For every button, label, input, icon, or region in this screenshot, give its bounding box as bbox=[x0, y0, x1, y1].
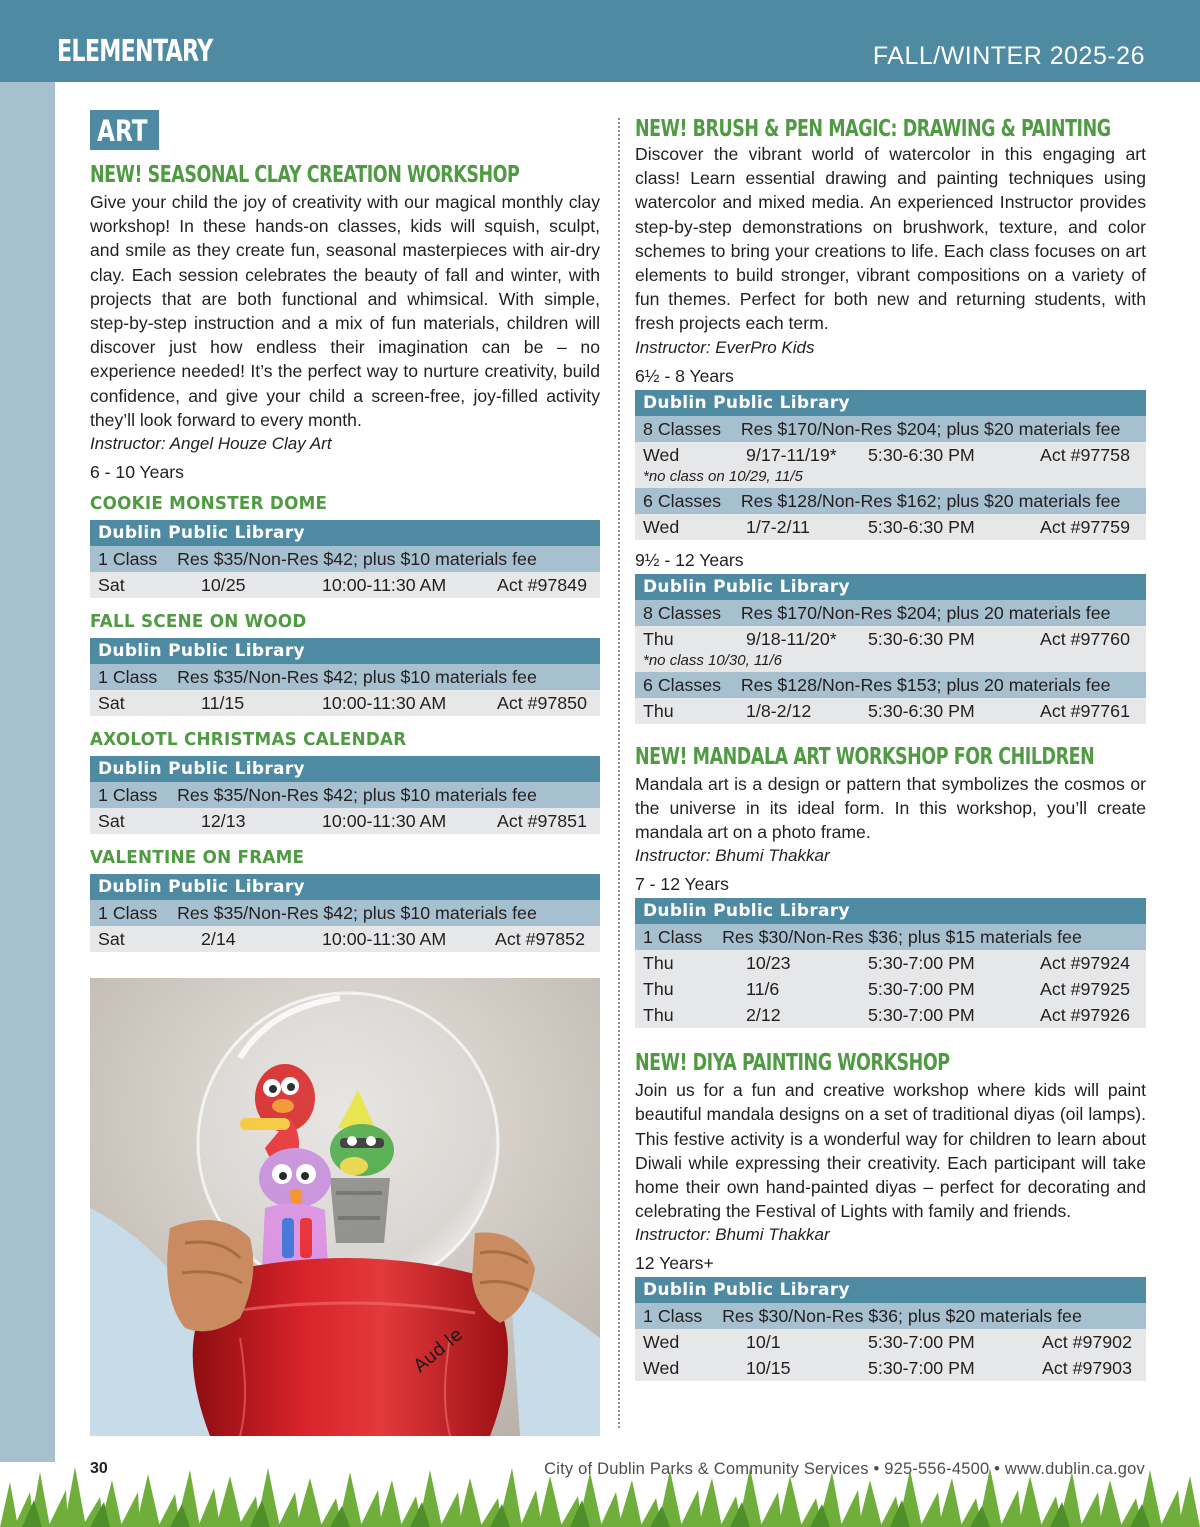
location-header: Dublin Public Library bbox=[90, 756, 600, 782]
schedule-row: Thu 9/18-11/20* 5:30-6:30 PM Act #97760 bbox=[635, 626, 1146, 652]
activity-number: Act #97851 bbox=[497, 811, 587, 832]
location-header: Dublin Public Library bbox=[635, 1277, 1146, 1303]
price-row: 6 Classes Res $128/Non-Res $153; plus 20 materials fee bbox=[635, 672, 1146, 698]
brush-table bbox=[635, 390, 1146, 540]
brush-table bbox=[635, 574, 1146, 724]
mandala-age: 7 - 12 Years bbox=[635, 874, 729, 895]
right-column bbox=[635, 110, 1146, 1381]
session-title: FALL SCENE ON WOOD bbox=[90, 611, 307, 633]
price-row: 1 Class Res $35/Non-Res $42; plus $10 materials fee bbox=[90, 546, 600, 572]
schedule-row: Thu 10/23 5:30-7:00 PM Act #97924 bbox=[635, 950, 1146, 976]
activity-number: Act #97924 bbox=[1040, 953, 1130, 974]
diya-description: Join us for a fun and creative workshop where kids will paint beautiful mandala designs on a set of traditional diyas (oil lamps). This festive activity is a wonderful way for children to learn about Diwali while expressing their creativity. Each participant will take home their own hand-painted diyas – perfect for decorating and celebrating the Festival of Lights with family and friends. bbox=[635, 1080, 1146, 1222]
left-column bbox=[90, 110, 600, 952]
schedule-row: Thu 11/6 5:30-7:00 PM Act #97925 bbox=[635, 976, 1146, 1002]
section-label: ELEMENTARY bbox=[57, 34, 213, 69]
page-number: 30 bbox=[90, 1460, 108, 1477]
location-header: Dublin Public Library bbox=[635, 574, 1146, 600]
location-header: Dublin Public Library bbox=[90, 638, 600, 664]
session-title: COOKIE MONSTER DOME bbox=[90, 493, 328, 515]
schedule-row: Wed 1/7-2/11 5:30-6:30 PM Act #97759 bbox=[635, 514, 1146, 540]
diya-age: 12 Years+ bbox=[635, 1253, 714, 1274]
clay-age: 6 - 10 Years bbox=[90, 462, 184, 483]
activity-number: Act #97849 bbox=[497, 575, 587, 596]
brush-instructor: Instructor: EverPro Kids bbox=[635, 337, 815, 357]
mandala-instructor: Instructor: Bhumi Thakkar bbox=[635, 846, 830, 866]
session-title: AXOLOTL CHRISTMAS CALENDAR bbox=[90, 729, 407, 751]
schedule-row: Wed 10/15 5:30-7:00 PM Act #97903 bbox=[635, 1355, 1146, 1381]
footer-contact: City of Dublin Parks & Community Services • 925-556-4500 • www.dublin.ca.gov bbox=[544, 1460, 1145, 1478]
price-row: 8 Classes Res $170/Non-Res $204; plus $20 materials fee bbox=[635, 416, 1146, 442]
session-table bbox=[90, 520, 600, 598]
activity-number: Act #97759 bbox=[1040, 516, 1130, 537]
schedule-row: Sat 12/13 10:00-11:30 AM Act #97851 bbox=[90, 808, 600, 834]
clay-description: Give your child the joy of creativity with our magical monthly clay workshop! In these hands-on classes, kids will squish, sculpt, and smile as they create fun, seasonal masterpieces with air-dry clay. Each session celebrates the beauty of fall and winter, with projects that are both functional and whimsical. With simple, step-by-step instruction and a mix of fun materials, children will discover just how endless their imagination can be – no experience needed! It’s the perfect way to nurture creativity, build confidence, and give your child a screen-free, joy-filled activity they’ll look forward to every month. bbox=[90, 192, 600, 430]
location-header: Dublin Public Library bbox=[90, 874, 600, 900]
schedule-row: Thu 2/12 5:30-7:00 PM Act #97926 bbox=[635, 1002, 1146, 1028]
schedule-row: Wed 10/1 5:30-7:00 PM Act #97902 bbox=[635, 1329, 1146, 1355]
brush-age-group: 9½ - 12 Years bbox=[635, 549, 744, 570]
clay-title: NEW! SEASONAL CLAY CREATION WORKSHOP bbox=[90, 162, 520, 188]
activity-number: Act #97926 bbox=[1040, 1005, 1130, 1026]
price-row: 1 Class Res $35/Non-Res $42; plus $10 materials fee bbox=[90, 900, 600, 926]
location-header: Dublin Public Library bbox=[635, 390, 1146, 416]
mandala-description: Mandala art is a design or pattern that symbolizes the cosmos or the universe in its ideal form. In this workshop, you’ll create mandala art on a photo frame. bbox=[635, 773, 1146, 843]
session-table bbox=[90, 756, 600, 834]
price-row: 1 Class Res $35/Non-Res $42; plus $10 materials fee bbox=[90, 664, 600, 690]
clay-globe-photo bbox=[90, 978, 600, 1436]
globe-signature: Aud le bbox=[409, 1324, 467, 1377]
season-label: FALL/WINTER 2025-26 bbox=[872, 42, 1145, 70]
schedule-row: Sat 11/15 10:00-11:30 AM Act #97850 bbox=[90, 690, 600, 716]
brush-age-group: 6½ - 8 Years bbox=[635, 365, 734, 386]
schedule-note: *no class 10/30, 11/6 bbox=[635, 652, 1146, 672]
schedule-row: Sat 2/14 10:00-11:30 AM Act #97852 bbox=[90, 926, 600, 952]
diya-instructor: Instructor: Bhumi Thakkar bbox=[635, 1225, 830, 1245]
location-header: Dublin Public Library bbox=[90, 520, 600, 546]
diya-title: NEW! DIYA PAINTING WORKSHOP bbox=[635, 1050, 950, 1077]
price-row: 1 Class Res $30/Non-Res $36; plus $20 materials fee bbox=[635, 1303, 1146, 1329]
side-band bbox=[0, 82, 55, 1462]
mandala-table bbox=[635, 898, 1146, 1028]
location-header: Dublin Public Library bbox=[635, 898, 1146, 924]
activity-number: Act #97925 bbox=[1040, 979, 1130, 1000]
mandala-title: NEW! MANDALA ART WORKSHOP FOR CHILDREN bbox=[635, 743, 1095, 770]
brush-title: NEW! BRUSH & PEN MAGIC: DRAWING & PAINTING bbox=[635, 116, 1111, 142]
brush-description: Discover the vibrant world of watercolor in this engaging art class! Learn essential drawing and painting techniques using watercolor and mixed media. An experienced Instructor provides step-by-step demonstrations on brushwork, texture, and color schemes to bring your creations to life. Each class focuses on art elements to build stronger, vibrant compositions on a variety of fun themes. Perfect for both new and returning students, with fresh projects each term. bbox=[635, 144, 1146, 334]
price-row: 6 Classes Res $128/Non-Res $162; plus $20 materials fee bbox=[635, 488, 1146, 514]
activity-number: Act #97852 bbox=[495, 929, 585, 950]
clay-instructor: Instructor: Angel Houze Clay Art bbox=[90, 434, 332, 454]
column-divider bbox=[618, 118, 620, 1428]
schedule-row: Wed 9/17-11/19* 5:30-6:30 PM Act #97758 bbox=[635, 442, 1146, 468]
session-table bbox=[90, 874, 600, 952]
schedule-row: Thu 1/8-2/12 5:30-6:30 PM Act #97761 bbox=[635, 698, 1146, 724]
session-title: VALENTINE ON FRAME bbox=[90, 847, 305, 869]
activity-number: Act #97761 bbox=[1040, 700, 1130, 721]
activity-number: Act #97902 bbox=[1042, 1332, 1132, 1353]
price-row: 1 Class Res $35/Non-Res $42; plus $10 materials fee bbox=[90, 782, 600, 808]
price-row: 1 Class Res $30/Non-Res $36; plus $15 materials fee bbox=[635, 924, 1146, 950]
activity-number: Act #97758 bbox=[1040, 444, 1130, 465]
activity-number: Act #97760 bbox=[1040, 628, 1130, 649]
price-row: 8 Classes Res $170/Non-Res $204; plus 20 materials fee bbox=[635, 600, 1146, 626]
schedule-note: *no class on 10/29, 11/5 bbox=[635, 468, 1146, 488]
activity-number: Act #97903 bbox=[1042, 1358, 1132, 1379]
session-table bbox=[90, 638, 600, 716]
schedule-row: Sat 10/25 10:00-11:30 AM Act #97849 bbox=[90, 572, 600, 598]
activity-number: Act #97850 bbox=[497, 693, 587, 714]
category-tag: ART bbox=[90, 110, 159, 150]
diya-table bbox=[635, 1277, 1146, 1381]
